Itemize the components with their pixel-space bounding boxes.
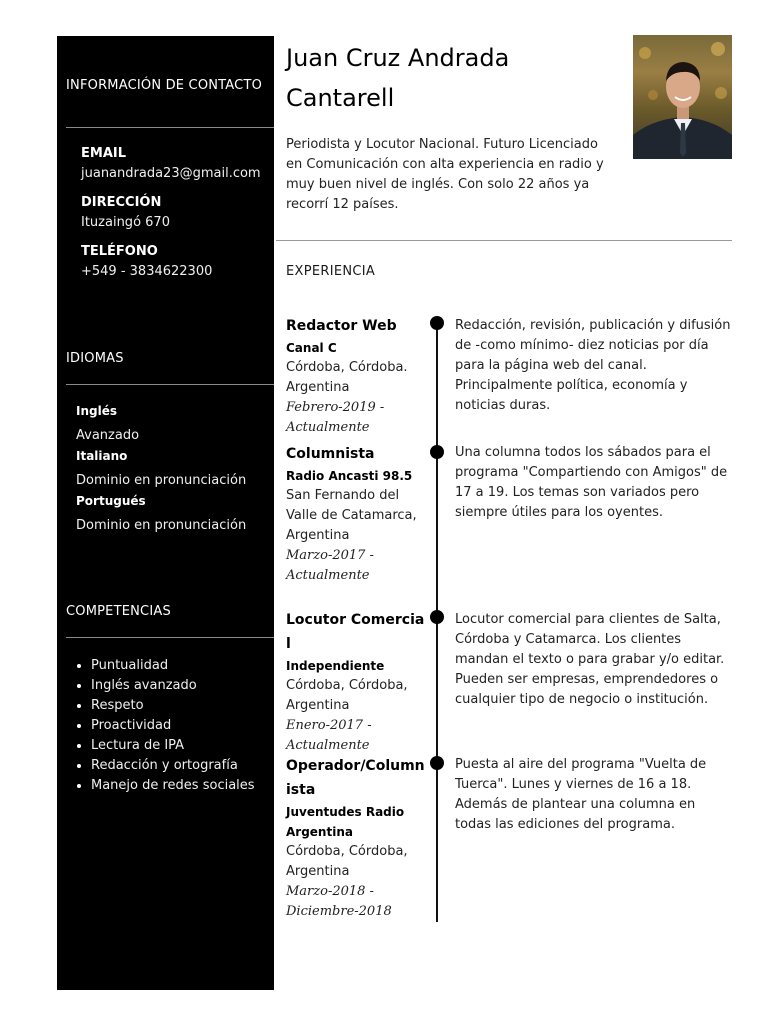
timeline-dot [430,445,444,459]
language-name: Italiano [76,449,128,463]
job-dates: Marzo-2018 - Diciembre-2018 [286,884,392,919]
job-entry [286,442,426,586]
job-title: Columnista [286,446,375,462]
skill-item [91,656,255,676]
job-company: Juventudes Radio Argentina [286,805,405,839]
language-level: Dominio en pronunciación [76,518,247,533]
timeline-dot [430,316,444,330]
job-title: Locutor Comercial [286,612,425,652]
portrait-image [633,35,732,159]
job-dates: Enero-2017 - Actualmente [286,718,372,753]
timeline-dot [430,756,444,770]
job-description: Una columna todos los sábados para el programa "Compartiendo con Amigos" de 17 a 19. Los temas son variados pero siempre útiles para los oyentes. [455,445,728,520]
skills-heading: COMPETENCIAS [66,604,171,619]
skill-label: Redacción y ortografía [91,758,238,773]
job-dates: Febrero-2019 - Actualmente [286,400,385,435]
job-company: Radio Ancasti 98.5 [286,469,413,483]
skill-label: Lectura de IPA [91,738,185,753]
job-description: Locutor comercial para clientes de Salta, Córdoba y Catamarca. Los clientes mandan el texto o para grabar y/o editar. Pueden ser empresas, emprendedores o cualquier tipo de negocio o institución. [455,612,725,707]
job-company: Independiente [286,659,385,673]
address-value: Ituzaingó 670 [81,215,170,230]
skill-item [91,696,255,716]
languages-divider [66,384,274,385]
skill-label: Proactividad [91,718,172,733]
job-title: Redactor Web [286,318,397,334]
job-entry [286,314,426,438]
language-name: Portugués [76,494,146,508]
experience-heading: EXPERIENCIA [286,264,376,279]
skill-item [91,736,255,756]
job-title: Operador/Columnista [286,758,425,798]
job-entry [286,608,426,756]
profile-name: Juan Cruz Andrada Cantarell [286,44,510,112]
profile-photo [633,35,732,159]
language-level: Dominio en pronunciación [76,473,247,488]
job-location: Córdoba, Córdoba. Argentina [286,360,408,395]
skill-label: Manejo de redes sociales [91,778,255,793]
skill-item [91,716,255,736]
skills-divider [66,637,274,638]
skill-label: Puntualidad [91,658,169,673]
contact-divider [66,127,274,128]
job-location: San Fernando del Valle de Catamarca, Argentina [286,488,417,543]
skill-label: Inglés avanzado [91,678,197,693]
job-description: Puesta al aire del programa "Vuelta de Tuerca". Lunes y viernes de 16 a 18. Además de plantear una columna en todas las ediciones del programa. [455,757,707,832]
skill-item [91,776,255,796]
address-label: DIRECCIÓN [81,195,162,210]
sidebar [57,36,274,990]
phone-value: +549 - 3834622300 [81,264,213,279]
skill-label: Respeto [91,698,144,713]
job-location: Córdoba, Córdoba, Argentina [286,844,408,879]
profile-summary: Periodista y Locutor Nacional. Futuro Licenciado en Comunicación con alta experiencia en radio y muy buen nivel de inglés. Con solo 22 años ya recorrí 12 países. [286,137,604,212]
header-divider [276,240,732,241]
skills-list [81,656,255,796]
email-value: juanandrada23@gmail.com [81,166,261,181]
job-entry [286,754,426,922]
skill-item [91,676,255,696]
language-name: Inglés [76,404,117,418]
languages-heading: IDIOMAS [66,351,124,366]
timeline-dot [430,610,444,624]
email-label: EMAIL [81,146,126,161]
job-dates: Marzo-2017 - Actualmente [286,548,374,583]
language-level: Avanzado [76,428,140,443]
skill-item [91,756,255,776]
job-company: Canal C [286,341,337,355]
job-location: Córdoba, Córdoba, Argentina [286,678,408,713]
contact-heading: INFORMACIÓN DE CONTACTO [66,78,263,93]
job-description: Redacción, revisión, publicación y difusión de -como mínimo- diez noticias por día para la página web del canal. Principalmente política, economía y noticias duras. [455,318,731,413]
phone-label: TELÉFONO [81,244,158,259]
